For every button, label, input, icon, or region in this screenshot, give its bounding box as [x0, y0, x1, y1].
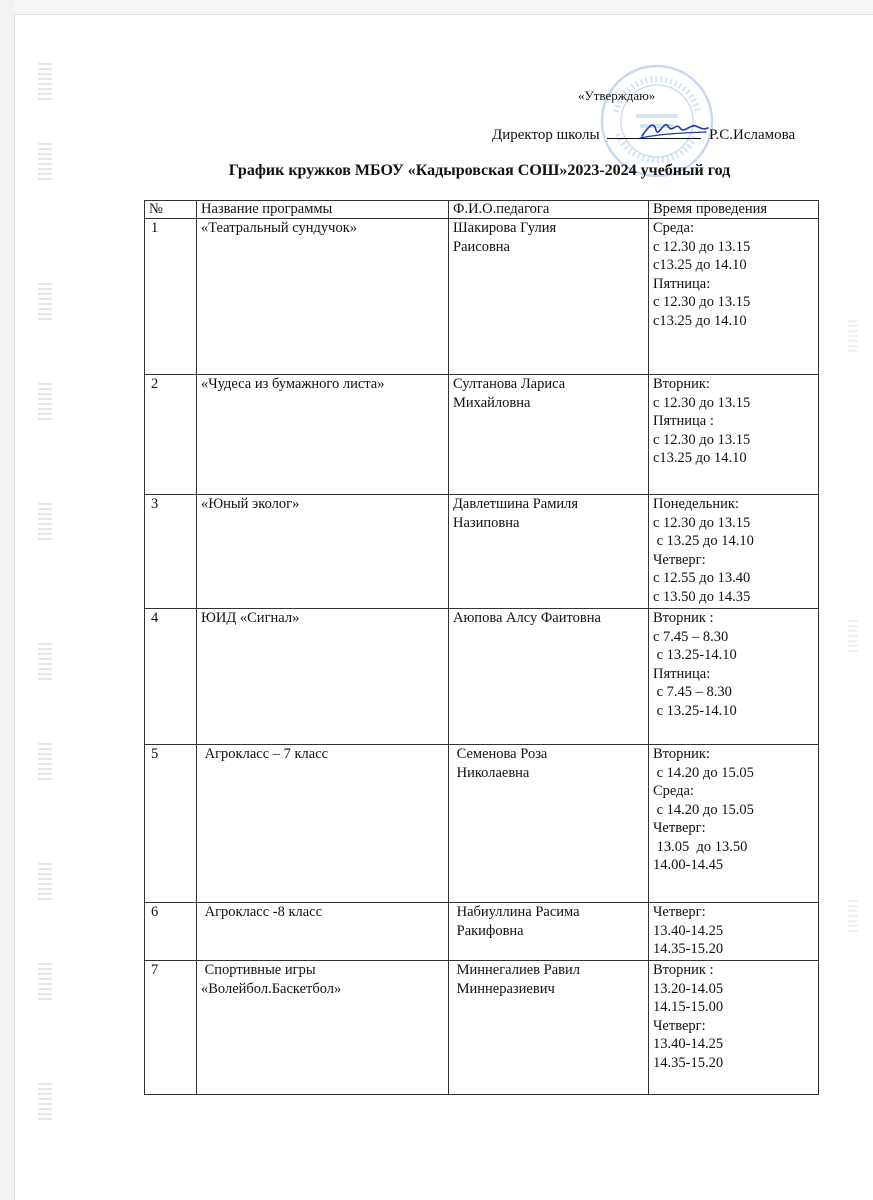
cell-program-line: «Волейбол.Баскетбол» [201, 980, 342, 997]
cell-teacher [449, 375, 649, 495]
cell-time-line: Вторник: [653, 746, 710, 762]
cell-time-line: 13.40-14.25 [653, 1036, 724, 1052]
table-row [145, 495, 819, 609]
table-row [145, 219, 819, 375]
cell-time-line: Пятница: [653, 275, 711, 292]
cell-time-line: Четверг: [653, 1017, 706, 1034]
cell-time-line: 14.35-15.20 [653, 941, 724, 957]
cell-teacher-line: Назиповна [453, 514, 520, 531]
cell-teacher [449, 495, 649, 609]
cell-teacher [449, 961, 649, 1095]
cell-time [649, 609, 819, 745]
cell-time-line: Вторник : [653, 610, 714, 626]
cell-teacher-line: Аюпова Алсу Фаитовна [453, 610, 601, 626]
cell-time-line: с13.25 до 14.10 [653, 450, 747, 466]
bleed-mark [848, 620, 858, 652]
cell-time-line: Пятница: [653, 665, 711, 682]
approval-label: «Утверждаю» [578, 88, 656, 103]
cell-teacher-line: Раисовна [453, 238, 510, 255]
bleed-mark [38, 860, 52, 900]
cell-time-line: с 13.50 до 14.35 [653, 588, 751, 605]
schedule-table [144, 200, 819, 1095]
header-teacher: Ф.И.О.педагога [449, 201, 649, 219]
cell-time-line: с 12.55 до 13.40 [653, 570, 751, 586]
cell-time-line: с 12.30 до 13.15 [653, 514, 751, 531]
cell-time-line: Четверг: [653, 904, 706, 920]
header-time: Время проведения [649, 201, 819, 219]
cell-time-line: с 7.45 – 8.30 [653, 684, 732, 700]
cell-time [649, 903, 819, 961]
cell-teacher-line: Набиуллина Расима [453, 904, 580, 920]
cell-time-line: с 7.45 – 8.30 [653, 628, 729, 645]
cell-time-line: 14.15-15.00 [653, 999, 724, 1015]
cell-teacher [449, 609, 649, 745]
cell-teacher-line: Шакирова Гулия [453, 220, 557, 236]
cell-time-line: 13.05 до 13.50 [653, 838, 748, 855]
cell-teacher-line: Султанова Лариса [453, 376, 566, 392]
cell-time-line: Среда: [653, 220, 695, 236]
bleed-mark [38, 960, 52, 1000]
bleed-mark [38, 280, 52, 320]
bleed-mark [38, 500, 52, 540]
cell-time-line: 13.40-14.25 [653, 922, 724, 939]
cell-time-line: с 14.20 до 15.05 [653, 801, 754, 818]
director-name: Р.С.Исламова [709, 127, 796, 143]
cell-time [649, 961, 819, 1095]
cell-number: 3 [145, 495, 197, 609]
cell-time-line: с 13.25-14.10 [653, 702, 737, 719]
cell-number: 1 [145, 219, 197, 375]
cell-time [649, 495, 819, 609]
header-program: Название программы [197, 201, 449, 219]
cell-time-line: Понедельник: [653, 496, 739, 512]
cell-program [197, 219, 449, 375]
cell-program-line: Агрокласс – 7 класс [201, 746, 329, 762]
signature [636, 116, 712, 142]
cell-teacher-line: Миннеразиевич [453, 980, 555, 997]
cell-time [649, 375, 819, 495]
table-row [145, 375, 819, 495]
cell-time [649, 219, 819, 375]
cell-time [649, 745, 819, 903]
table-row [145, 745, 819, 903]
cell-time-line: Пятница : [653, 413, 714, 429]
cell-program [197, 375, 449, 495]
scan-edge-top [14, 0, 873, 15]
cell-program-line: Спортивные игры [201, 962, 316, 978]
cell-teacher-line: Михайловна [453, 394, 531, 411]
cell-time-line: с 13.25-14.10 [653, 647, 737, 663]
cell-teacher-line: Семенова Роза [453, 746, 548, 762]
table-header-row [145, 201, 819, 219]
table-row [145, 903, 819, 961]
header-number: № [145, 201, 197, 219]
cell-program-line: «Юный эколог» [201, 496, 300, 512]
cell-teacher [449, 219, 649, 375]
cell-time-line: Вторник : [653, 962, 714, 978]
bleed-mark [38, 60, 52, 100]
cell-program [197, 609, 449, 745]
cell-program-line: ЮИД «Сигнал» [201, 610, 300, 626]
cell-time-line: с 12.30 до 13.15 [653, 238, 751, 255]
cell-time-line: с 14.20 до 15.05 [653, 764, 754, 781]
cell-time-line: Среда: [653, 783, 695, 799]
table-row [145, 609, 819, 745]
cell-teacher [449, 903, 649, 961]
cell-program [197, 961, 449, 1095]
page-title-text: График кружков МБОУ «Кадыровская СОШ»2023-2024 учебный год [228, 162, 731, 179]
cell-time-line: Четверг: [653, 551, 706, 568]
cell-time-line: с 12.30 до 13.15 [653, 431, 751, 448]
cell-teacher-line: Ракифовна [453, 922, 524, 939]
cell-number: 7 [145, 961, 197, 1095]
cell-time-line: с13.25 до 14.10 [653, 257, 747, 273]
bleed-mark [38, 380, 52, 420]
director-label: Директор школы [492, 127, 600, 143]
table-row [145, 961, 819, 1095]
cell-program [197, 903, 449, 961]
cell-time-line: с 12.30 до 13.15 [653, 294, 751, 310]
cell-time-line: с 12.30 до 13.15 [653, 394, 751, 411]
page-title [0, 162, 873, 180]
cell-program-line: «Чудеса из бумажного листа» [201, 376, 385, 392]
cell-program [197, 745, 449, 903]
cell-number: 5 [145, 745, 197, 903]
cell-teacher [449, 745, 649, 903]
cell-time-line: 14.00-14.45 [653, 857, 724, 873]
bleed-mark [38, 740, 52, 780]
cell-number: 4 [145, 609, 197, 745]
cell-program [197, 495, 449, 609]
cell-time-line: 14.35-15.20 [653, 1054, 724, 1071]
scan-edge-left [0, 0, 15, 1200]
cell-program-line: «Театральный сундучок» [201, 220, 358, 236]
cell-number: 6 [145, 903, 197, 961]
cell-teacher-line: Давлетшина Рамиля [453, 496, 579, 512]
cell-time-line: с 13.25 до 14.10 [653, 533, 754, 549]
bleed-mark [38, 1080, 52, 1120]
bleed-mark [848, 900, 858, 932]
cell-time-line: Четверг: [653, 820, 706, 836]
cell-program-line: Агрокласс -8 класс [201, 904, 323, 920]
cell-time-line: с13.25 до 14.10 [653, 312, 747, 329]
bleed-mark [848, 320, 858, 352]
cell-time-line: 13.20-14.05 [653, 980, 724, 997]
cell-teacher-line: Миннегалиев Равил [453, 962, 580, 978]
cell-time-line: Вторник: [653, 376, 710, 392]
bleed-mark [38, 640, 52, 680]
cell-number: 2 [145, 375, 197, 495]
cell-teacher-line: Николаевна [453, 764, 530, 781]
